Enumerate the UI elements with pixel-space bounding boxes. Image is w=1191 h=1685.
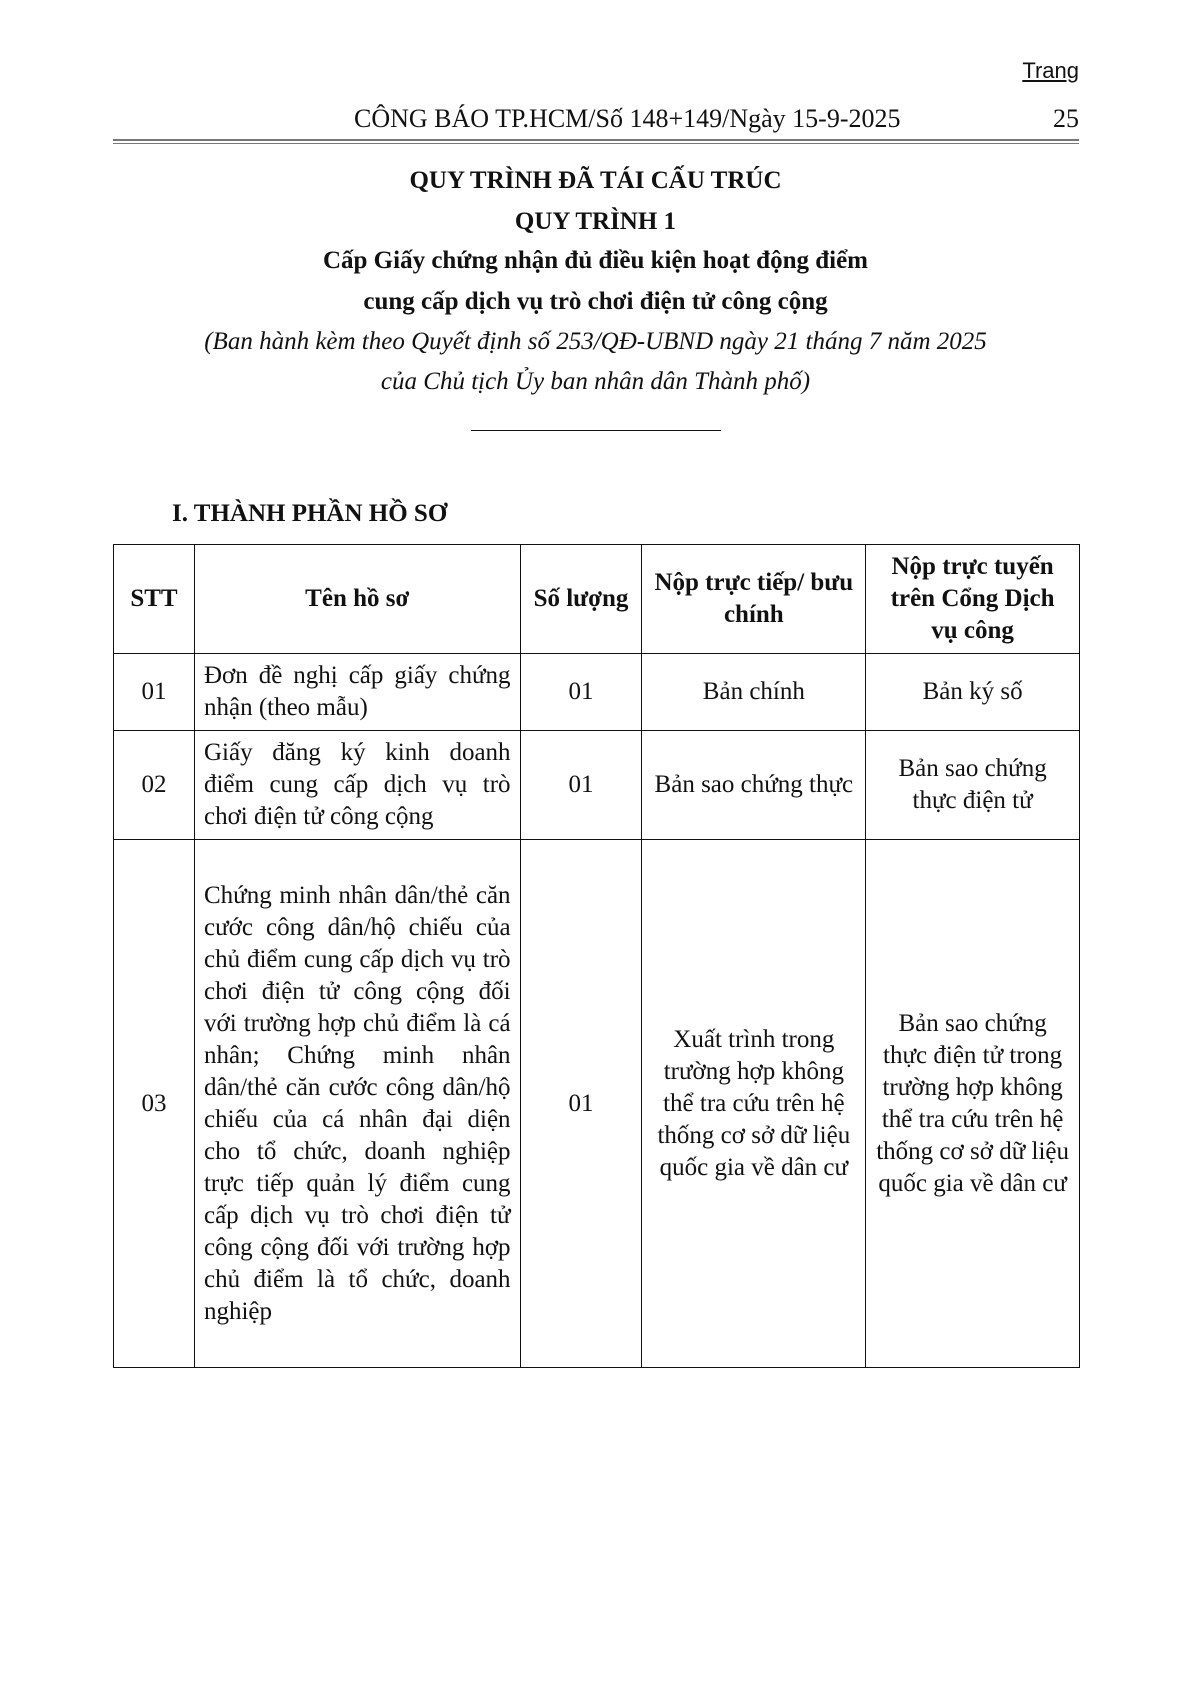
title-line-2: QUY TRÌNH 1: [514, 208, 677, 235]
cell: Bản sao chứng thực điện tử trong trường hợp không thể tra cứu trên hệ thống cơ sở dữ liệu quốc gia về dân cư: [866, 840, 1080, 1368]
col-header: STT: [114, 545, 195, 654]
table-row: [114, 840, 1080, 1368]
page-label: Trang: [1022, 58, 1079, 83]
gazette-header: CÔNG BÁO TP.HCM/Số 148+149/Ngày 15-9-2025: [354, 104, 901, 133]
col-header: Số lượng: [520, 545, 642, 654]
header-rule: [113, 139, 1079, 144]
cell: 01: [520, 731, 642, 840]
documents-table: [113, 544, 1080, 1368]
cell: 03: [114, 840, 195, 1368]
title-note-2: của Chủ tịch Ủy ban nhân dân Thành phố): [380, 368, 811, 395]
cell: 01: [520, 654, 642, 731]
col-header: Tên hồ sơ: [194, 545, 520, 654]
cell: Xuất trình trong trường hợp không thể tra cứu trên hệ thống cơ sở dữ liệu quốc gia về dân cư: [642, 840, 866, 1368]
cell: Bản sao chứng thực: [642, 731, 866, 840]
cell: 01: [114, 654, 195, 731]
cell: Bản sao chứng thực điện tử: [866, 731, 1080, 840]
title-line-4: cung cấp dịch vụ trò chơi điện tử công cộng: [363, 288, 828, 315]
col-header: Nộp trực tuyến trên Cổng Dịch vụ công: [866, 545, 1080, 654]
table-row: [114, 654, 1080, 731]
cell: 02: [114, 731, 195, 840]
page-number: 25: [1053, 104, 1079, 133]
col-header: Nộp trực tiếp/ bưu chính: [642, 545, 866, 654]
section-heading: I. THÀNH PHẦN HỒ SƠ: [172, 500, 448, 527]
title-note-1: (Ban hành kèm theo Quyết định số 253/QĐ-UBND ngày 21 tháng 7 năm 2025: [204, 328, 987, 355]
cell: Đơn đề nghị cấp giấy chứng nhận (theo mẫu): [194, 654, 520, 731]
cell: Bản ký số: [866, 654, 1080, 731]
cell: Giấy đăng ký kinh doanh điểm cung cấp dịch vụ trò chơi điện tử công cộng: [194, 731, 520, 840]
cell: 01: [520, 840, 642, 1368]
table-header-row: [114, 545, 1080, 654]
cell: Bản chính: [642, 654, 866, 731]
divider: [471, 430, 721, 431]
cell: Chứng minh nhân dân/thẻ căn cước công dân/hộ chiếu của chủ điểm cung cấp dịch vụ trò chơi điện tử công cộng đối với trường hợp chủ điểm là cá nhân; Chứng minh nhân dân/thẻ căn cước công dân/hộ chiếu của cá nhân đại diện cho tổ chức, doanh nghiệp trực tiếp quản lý điểm cung cấp dịch vụ trò chơi điện tử công cộng đối với trường hợp chủ điểm là tổ chức, doanh nghiệp: [194, 840, 520, 1368]
title-line-3: Cấp Giấy chứng nhận đủ điều kiện hoạt động điểm: [322, 247, 869, 274]
title-line-1: QUY TRÌNH ĐÃ TÁI CẤU TRÚC: [409, 167, 782, 194]
table-row: [114, 731, 1080, 840]
